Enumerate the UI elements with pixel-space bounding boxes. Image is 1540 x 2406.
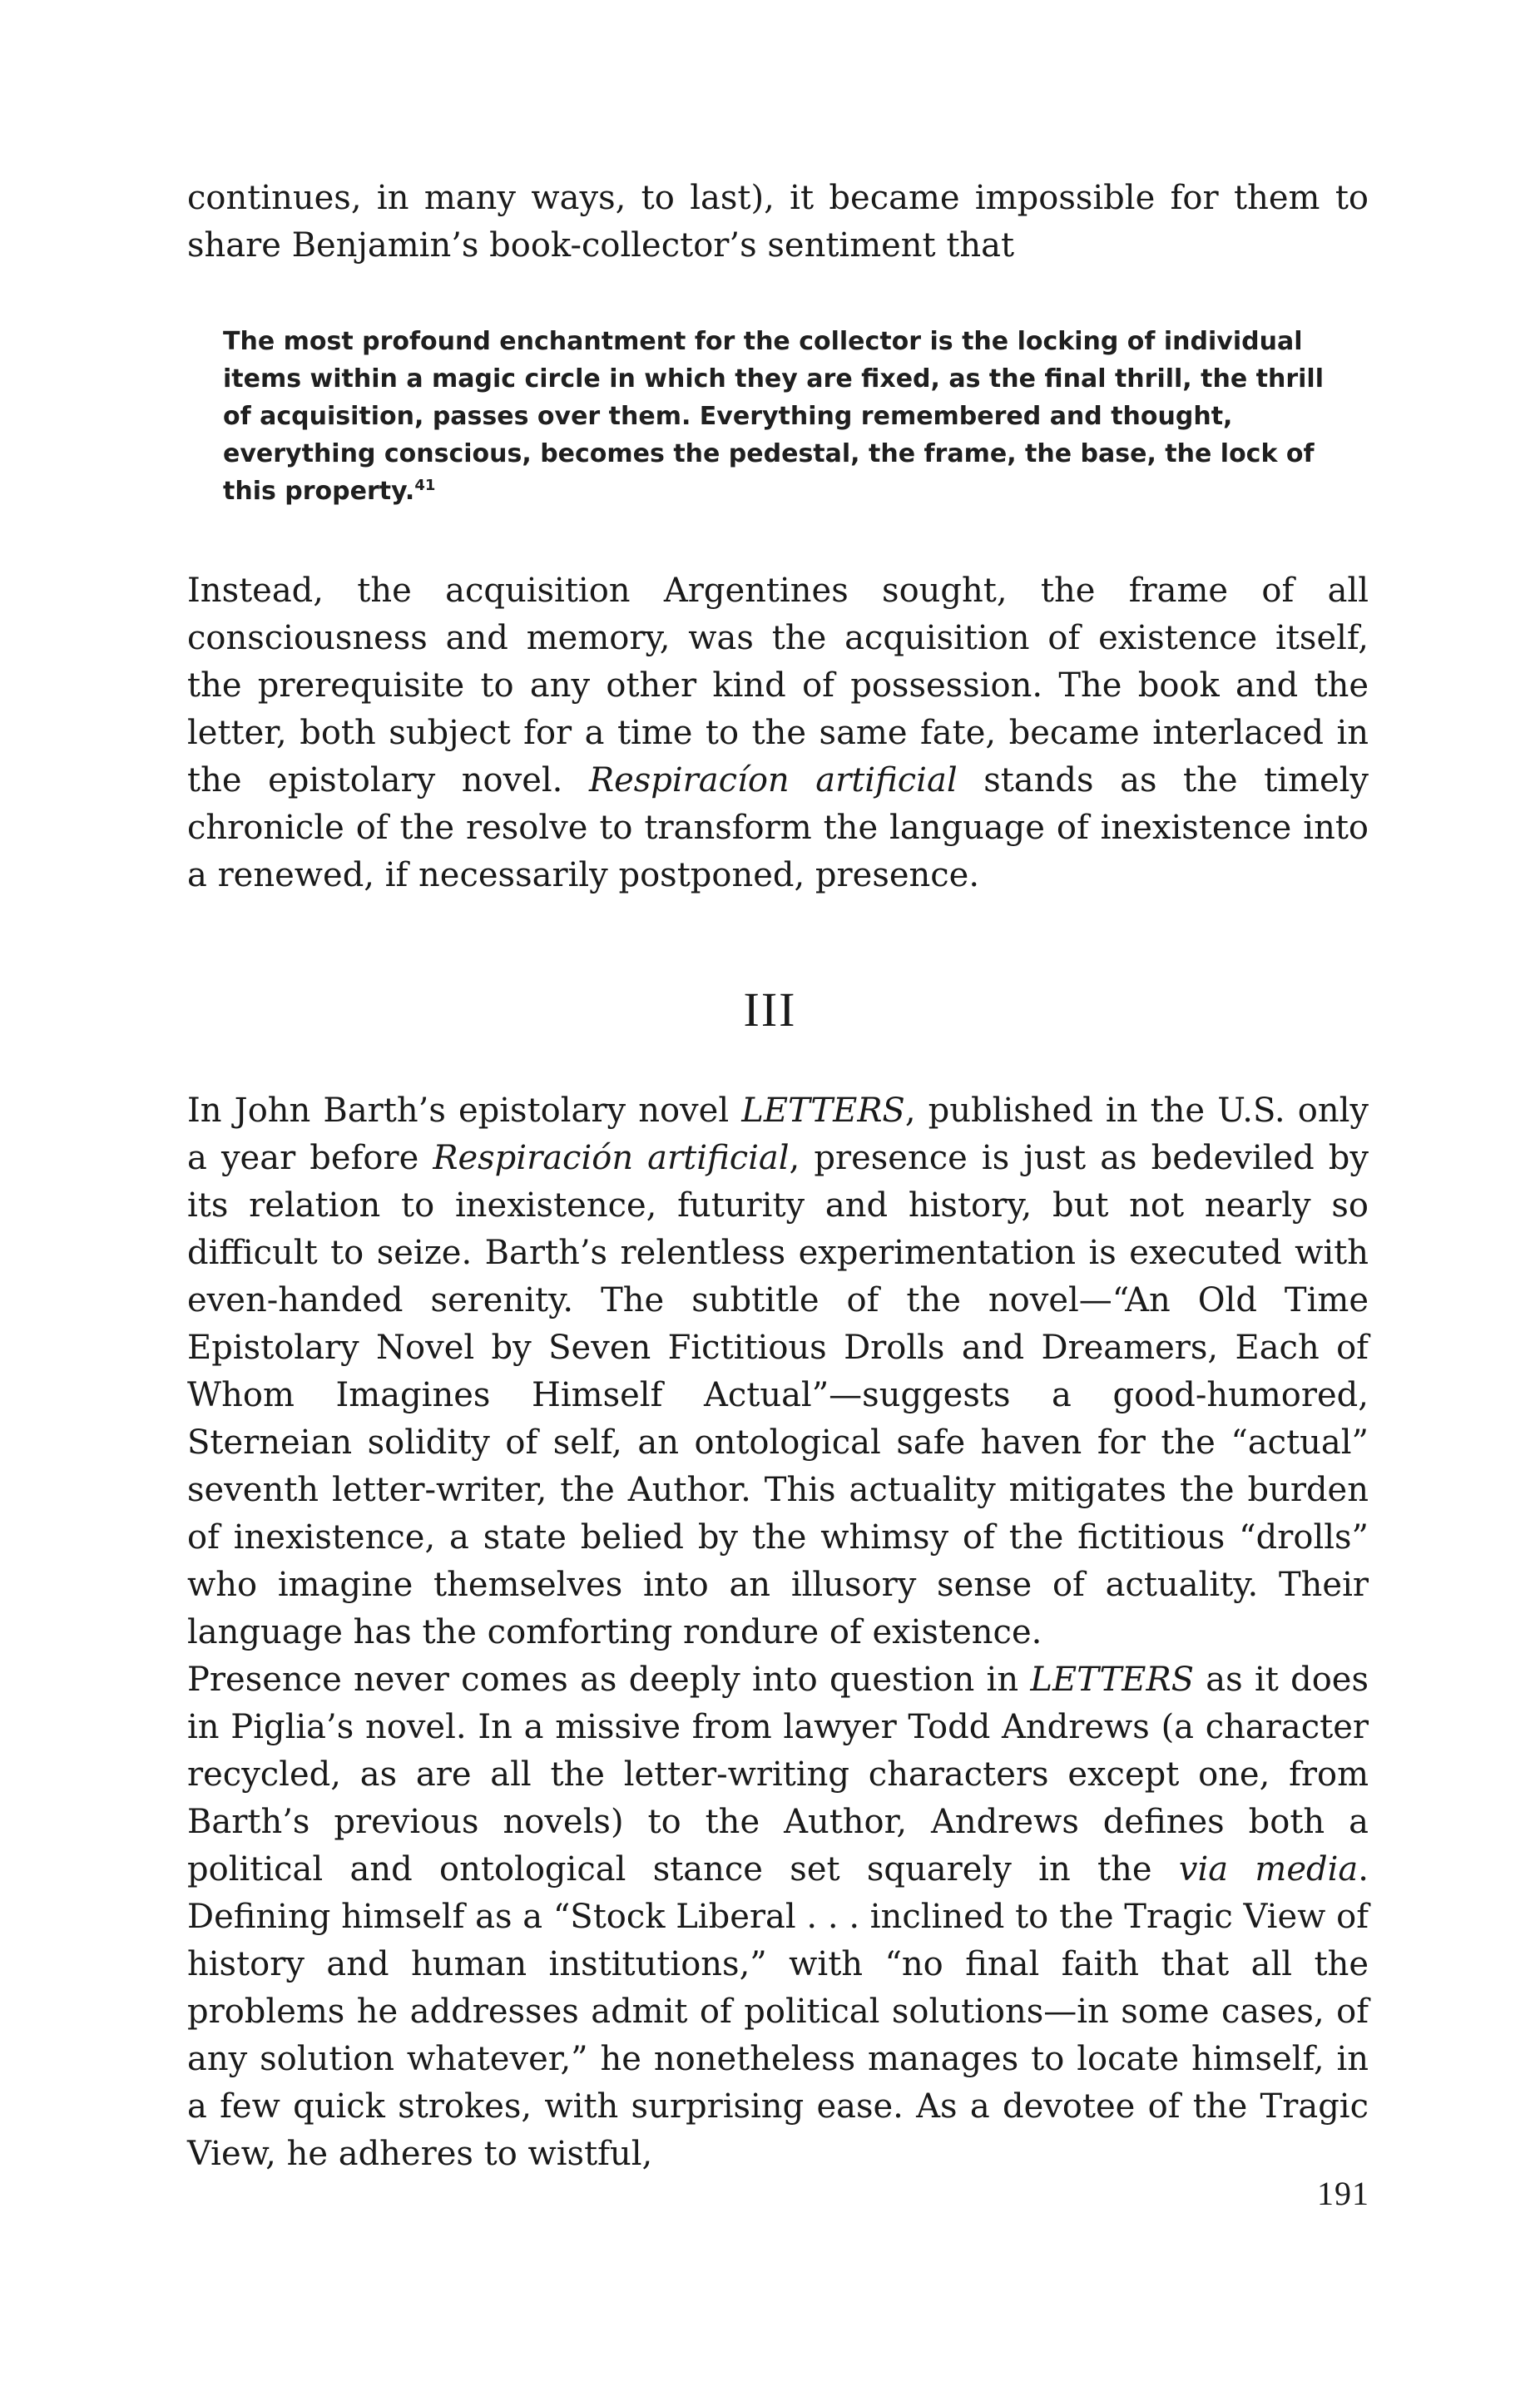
page-number: 191 — [1317, 2175, 1369, 2212]
p1-part-a: In John Barth’s epistolary novel — [187, 1092, 742, 1130]
book-title-respiracion: Respiracíon artificial — [588, 761, 958, 800]
continuation-text: continues, in many ways, to last), it became impossible for them to share Benjamin’s book-collector’s sentiment that — [187, 179, 1369, 265]
book-title-respiracion: Respiración artificial — [433, 1139, 790, 1177]
footnote-reference: 41 — [414, 477, 436, 494]
book-title-letters: LETTERS — [741, 1092, 905, 1130]
section-body — [187, 1087, 1369, 2178]
section-paragraph-1 — [187, 1087, 1369, 1656]
section-heading: III — [743, 983, 797, 1037]
section-paragraph-2 — [187, 1656, 1369, 2178]
book-title-letters: LETTERS — [1030, 1661, 1194, 1699]
block-quote-text: The most profound enchantment for the collector is the locking of individual items within a magic circle in which they are fixed, as the final thrill, the thrill of acquisition, passes over them. Everything remembered and thought, everything conscious, becomes the pedestal, the frame, the base, the lock of this property. — [223, 327, 1324, 506]
block-quote-paragraph — [223, 323, 1330, 510]
after-quote-paragraph — [187, 567, 1369, 899]
p2-part-c: . Defining himself as a “Stock Liberal . . . inclined to the Tragic View of history and human institutions,” with “no final faith that all the problems he addresses admit of political solutions—in some cases, of any solution whatever,” he nonetheless manages to locate himself, in a few quick strokes, with surprising ease. As a devotee of the Tragic View, he adheres to wistful, — [187, 1850, 1369, 2173]
after-quote-text — [187, 567, 1369, 899]
p2-part-a: Presence never comes as deeply into question in — [187, 1661, 1031, 1699]
p1-part-c: , presence is just as bedeviled by its relation to inexistence, futurity and history, but not nearly so difficult to seize. Barth’s relentless experimentation is executed with even-handed serenity. The subtitle of the novel—“An Old Time Epistolary Novel by Seven Fictitious Drolls and Dreamers, Each of Whom Imagines Himself Actual”—suggests a good-humored, Sterneian solidity of self, an ontological safe haven for the “actual” seventh letter-writer, the Author. This actuality mitigates the burden of inexistence, a state belied by the whimsy of the fictitious “drolls” who imagine themselves into an illusory sense of actuality. Their language has the comforting rondure of existence. — [187, 1139, 1369, 1651]
block-quote — [223, 323, 1330, 510]
p2-part-b: as it does in Piglia’s novel. In a missive from lawyer Todd Andrews (a character recycled, as are all the letter-writing characters except one, from Barth’s previous novels) to the Author, Andrews defines both a political and ontological stance set squarely in the — [187, 1661, 1369, 1889]
after-quote-part1: Instead, the acquisition Argentines sought, the frame of all consciousness and memory, was the acquisition of existence itself, the prerequisite to any other kind of possession. The book and the letter, both subject for a time to the same fate, became interlaced in the epistolary novel. — [187, 572, 1369, 800]
after-quote-part2: stands as the timely chronicle of the resolve to transform the language of inexistence into a renewed, if necessarily postponed, presence. — [187, 761, 1369, 894]
continuation-paragraph — [187, 175, 1369, 270]
p1-part-b: , published in the U.S. only a year before — [187, 1092, 1369, 1177]
latin-phrase: via media — [1178, 1850, 1359, 1889]
